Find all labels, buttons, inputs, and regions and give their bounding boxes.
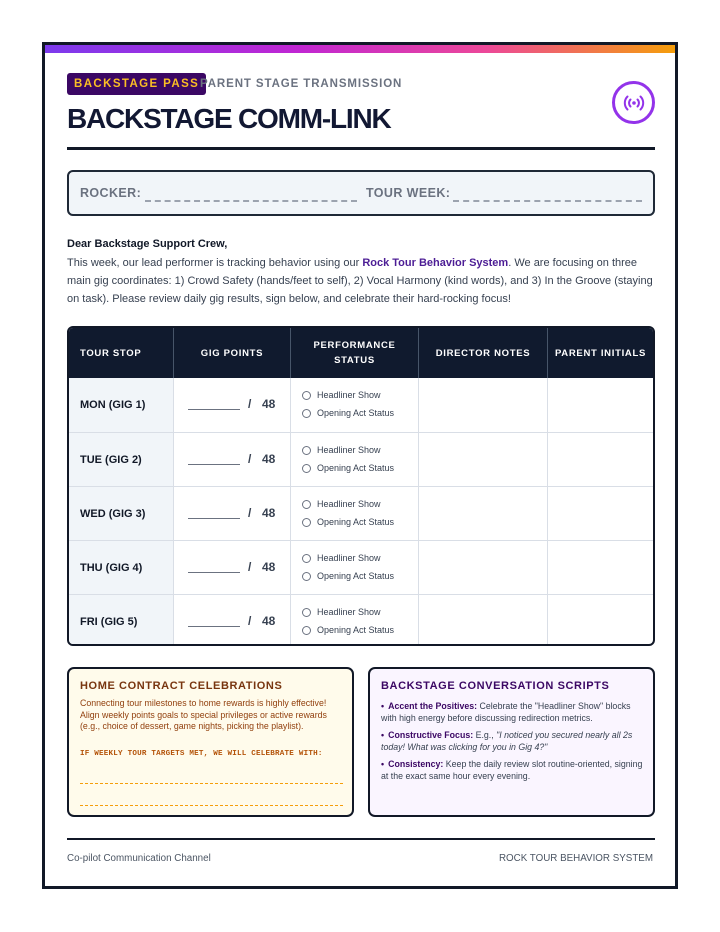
broadcast-icon <box>612 81 655 124</box>
headliner-option[interactable] <box>302 552 381 564</box>
opening-act-option[interactable] <box>302 462 394 474</box>
points-input[interactable] <box>188 518 240 519</box>
performance-status-cell <box>291 378 419 432</box>
tour-stop-cell: THU (GIG 4) <box>69 541 174 594</box>
rocker-info-box <box>67 170 655 216</box>
option-label: Headliner Show <box>317 445 381 455</box>
parent-initials-cell[interactable] <box>548 541 653 594</box>
table-header <box>69 328 653 378</box>
script-label: Constructive Focus: <box>388 730 474 740</box>
headliner-option[interactable] <box>302 498 381 510</box>
table-row <box>69 486 653 540</box>
points-slash: / <box>248 397 252 411</box>
opening-act-option[interactable] <box>302 570 394 582</box>
points-input[interactable] <box>188 572 240 573</box>
worksheet <box>42 42 678 889</box>
gig-points-cell <box>174 378 291 432</box>
radio-button[interactable] <box>302 608 311 617</box>
header-divider <box>67 147 655 150</box>
header-parent-initials: PARENT INITIALS <box>554 347 647 359</box>
director-notes-cell[interactable] <box>419 378 548 432</box>
radio-button[interactable] <box>302 464 311 473</box>
opening-act-option[interactable] <box>302 516 394 528</box>
director-notes-cell[interactable] <box>419 433 548 486</box>
backstage-pass-badge: BACKSTAGE PASS <box>67 73 206 95</box>
table-row <box>69 432 653 486</box>
points-slash: / <box>248 452 252 466</box>
home-celebrations-card <box>67 667 354 817</box>
celebrations-text: Connecting tour milestones to home rewards is highly effective! Align weekly points goals to special privileges or active rewards (e.g., choice of dessert, game nights, picking the playlist). <box>80 698 327 731</box>
tour-week-field[interactable] <box>453 200 642 202</box>
max-points: 48 <box>262 397 276 411</box>
points-input[interactable] <box>188 464 240 465</box>
script-item <box>381 700 643 724</box>
points-slash: / <box>248 506 252 520</box>
max-points: 48 <box>262 452 276 466</box>
gig-points-cell <box>174 595 291 646</box>
rocker-label: ROCKER: <box>80 186 142 200</box>
radio-button[interactable] <box>302 518 311 527</box>
letter-greeting: Dear Backstage Support Crew, <box>67 238 228 250</box>
radio-button[interactable] <box>302 500 311 509</box>
footer-right: ROCK TOUR BEHAVIOR SYSTEM <box>498 853 653 864</box>
radio-button[interactable] <box>302 554 311 563</box>
option-label: Headliner Show <box>317 553 381 563</box>
gig-points-cell <box>174 433 291 486</box>
bullet: • <box>381 701 385 711</box>
max-points: 48 <box>262 506 276 520</box>
option-label: Headliner Show <box>317 390 381 400</box>
director-notes-cell[interactable] <box>419 541 548 594</box>
header-director-notes: DIRECTOR NOTES <box>419 328 548 378</box>
option-label: Opening Act Status <box>317 463 395 473</box>
director-notes-cell[interactable] <box>419 487 548 540</box>
radio-button[interactable] <box>302 626 311 635</box>
option-label: Headliner Show <box>317 499 381 509</box>
header-tour-stop: TOUR STOP <box>69 328 174 378</box>
scripts-title: BACKSTAGE CONVERSATION SCRIPTS <box>381 680 610 692</box>
scripts-list <box>381 700 643 787</box>
points-input[interactable] <box>188 626 240 627</box>
director-notes-cell[interactable] <box>419 595 548 646</box>
gig-points-cell <box>174 487 291 540</box>
performance-status-cell <box>291 595 419 646</box>
opening-act-option[interactable] <box>302 624 394 636</box>
script-item <box>381 758 643 782</box>
table-row <box>69 540 653 594</box>
letter-intro: This week, our lead performer is tracking behavior using our <box>67 257 363 269</box>
rocker-name-field[interactable] <box>145 200 357 202</box>
headliner-option[interactable] <box>302 606 381 618</box>
script-text: E.g., <box>473 730 497 740</box>
performance-status-cell <box>291 487 419 540</box>
radio-button[interactable] <box>302 409 311 418</box>
page-title: BACKSTAGE COMM-LINK <box>67 103 391 134</box>
bullet: • <box>381 759 385 769</box>
script-item <box>381 729 643 753</box>
points-input[interactable] <box>188 409 240 410</box>
option-label: Opening Act Status <box>317 408 395 418</box>
script-quote: "I noticed you secured nearly all 2s today! What was clicking for you in Gig 4?" <box>381 730 633 752</box>
radio-button[interactable] <box>302 572 311 581</box>
letter <box>67 238 655 308</box>
tour-table <box>67 326 655 646</box>
system-name: Rock Tour Behavior System <box>362 257 509 269</box>
celebration-target-label: IF WEEKLY TOUR TARGETS MET, WE WILL CELEBRATE WITH: <box>80 750 323 758</box>
option-label: Opening Act Status <box>317 571 395 581</box>
celebrations-title: HOME CONTRACT CELEBRATIONS <box>80 680 283 692</box>
celebration-field-1[interactable] <box>80 783 343 784</box>
gig-points-cell <box>174 541 291 594</box>
radio-button[interactable] <box>302 391 311 400</box>
header-gig-points: GIG POINTS <box>174 328 291 378</box>
tour-stop-cell: WED (GIG 3) <box>69 487 174 540</box>
tour-stop-cell: FRI (GIG 5) <box>69 595 174 646</box>
tour-stop-cell: MON (GIG 1) <box>69 378 174 432</box>
parent-initials-cell[interactable] <box>548 487 653 540</box>
option-label: Headliner Show <box>317 607 381 617</box>
header <box>67 73 655 147</box>
letter-body <box>67 254 655 308</box>
headliner-option[interactable] <box>302 444 381 456</box>
tour-week-label: TOUR WEEK: <box>366 186 451 200</box>
bullet: • <box>381 730 385 740</box>
points-slash: / <box>248 560 252 574</box>
gradient-top-bar <box>45 45 675 53</box>
tour-stop-cell: TUE (GIG 2) <box>69 433 174 486</box>
option-label: Opening Act Status <box>317 517 395 527</box>
script-text: Keep the daily review slot routine-oriented, signing at the exact same hour every evening. <box>381 759 643 781</box>
opening-act-option[interactable] <box>302 407 394 419</box>
header-subtitle: PARENT STAGE TRANSMISSION <box>200 78 403 90</box>
parent-initials-cell[interactable] <box>548 595 653 646</box>
script-label: Consistency: <box>388 759 444 769</box>
table-row <box>69 594 653 646</box>
header-performance-status: PERFORMANCE STATUS <box>291 328 419 378</box>
script-text: Celebrate the "Headliner Show" blocks with high energy before discussing redirection metrics. <box>381 701 631 723</box>
table-row <box>69 378 653 432</box>
points-slash: / <box>248 614 252 628</box>
celebration-field-2[interactable] <box>80 805 343 806</box>
max-points: 48 <box>262 560 276 574</box>
max-points: 48 <box>262 614 276 628</box>
performance-status-cell <box>291 541 419 594</box>
parent-initials-cell[interactable] <box>548 433 653 486</box>
script-label: Accent the Positives: <box>388 701 478 711</box>
option-label: Opening Act Status <box>317 625 395 635</box>
footer-left: Co-pilot Communication Channel <box>67 853 211 864</box>
radio-button[interactable] <box>302 446 311 455</box>
headliner-option[interactable] <box>302 389 381 401</box>
performance-status-cell <box>291 433 419 486</box>
footer-divider <box>67 838 655 840</box>
letter-body-rest: . We are focusing on three main gig coordinates: 1) Crowd Safety (hands/feet to self), 2) Vocal Harmony (kind words), and 3) In the Groove (staying on task). Please review daily gig results, sign below, and celebrate their hard-rocking focus! <box>67 257 653 305</box>
parent-initials-cell[interactable] <box>548 378 653 432</box>
conversation-scripts-card <box>368 667 655 817</box>
